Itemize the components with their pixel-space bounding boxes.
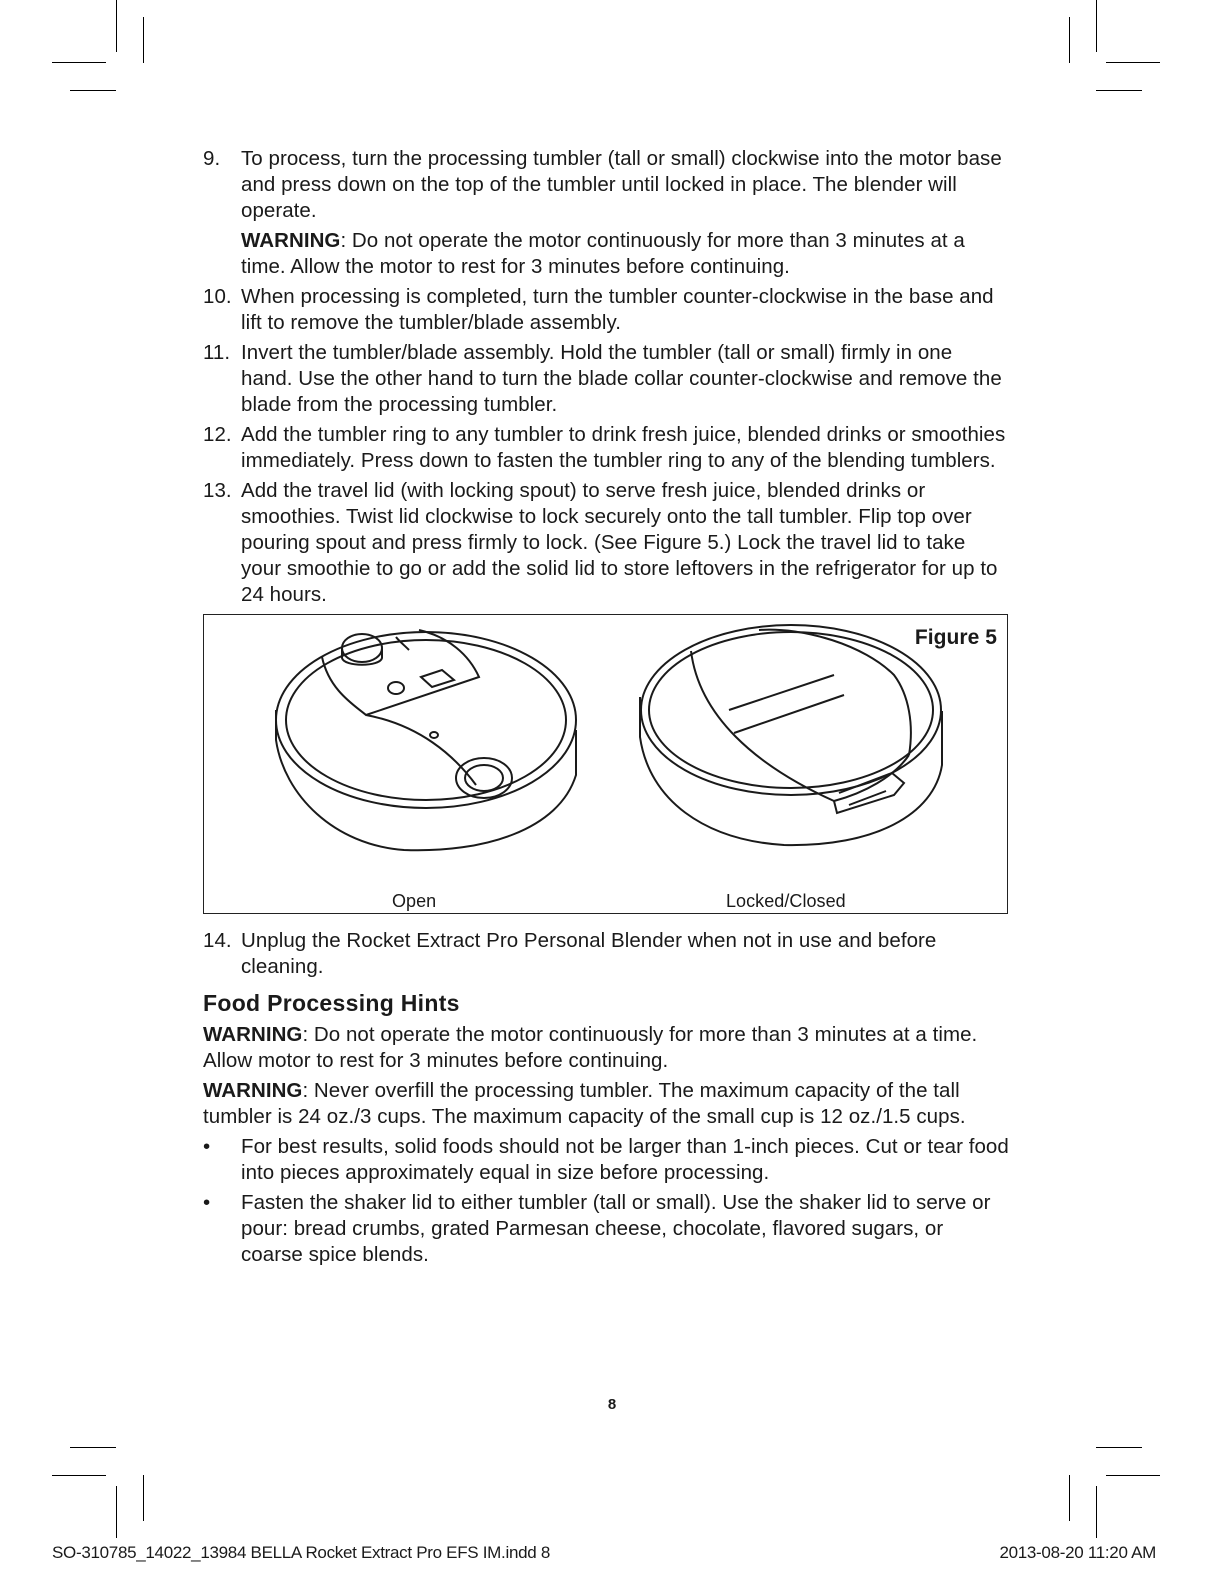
step-11 [203,340,1009,418]
closed-lid-drawing [640,625,942,845]
crop-mark [1106,62,1160,63]
step-text: To process, turn the processing tumbler (tall or small) clockwise into the motor base and press down on the top of the tumbler until locked in place. The blender will operate. [241,147,1002,222]
step-text: Unplug the Rocket Extract Pro Personal Blender when not in use and before cleaning. [241,929,937,978]
crop-mark [1096,90,1142,91]
warning-text: : Do not operate the motor continuously for more than 3 minutes at a time. Allow motor to rest for 3 minutes before continuing. [203,1023,978,1072]
warning-text: : Do not operate the motor continuously for more than 3 minutes at a time. Allow the motor to rest for 3 minutes before continuing. [241,229,965,278]
step-9 [203,146,1009,224]
step-9-warning [241,228,1009,280]
crop-mark [52,1475,106,1476]
crop-mark [1096,0,1097,52]
crop-mark [70,1447,116,1448]
step-number: 13. [203,479,232,502]
crop-mark [1096,1486,1097,1538]
hints-warning-1 [203,1022,1009,1074]
crop-mark [116,0,117,52]
crop-mark [1069,17,1070,63]
list-item [203,1134,1009,1186]
open-lid-drawing [276,630,576,850]
step-10 [203,284,1009,336]
step-text: Add the travel lid (with locking spout) to serve fresh juice, blended drinks or smoothies. Twist lid clockwise to lock securely onto the tall tumbler. Flip top over pouring spout and press firmly to lock. (See Figure 5.) Lock the travel lid to take your smoothie to go or add the solid lid to store leftovers in the refrigerator for up to 24 hours. [241,479,998,606]
bullet-icon: • [203,1135,211,1158]
warning-label: WARNING [241,229,341,252]
page-number: 8 [607,1396,617,1413]
lid-illustration [204,615,1007,913]
warning-text: : Never overfill the processing tumbler. The maximum capacity of the tall tumbler is 24 oz./3 cups. The maximum capacity of the small cup is 12 oz./1.5 cups. [203,1079,966,1128]
bullet-icon: • [203,1191,211,1214]
step-number: 9. [203,147,221,170]
bullet-text: Fasten the shaker lid to either tumbler (tall or small). Use the shaker lid to serve or pour: bread crumbs, grated Parmesan cheese, chocolate, flavored sugars, or coarse spice blends. [241,1191,991,1266]
section-heading: Food Processing Hints [203,990,460,1016]
footer-file-info: SO-310785_14022_13984 BELLA Rocket Extract Pro EFS IM.indd 8 [52,1543,550,1562]
crop-mark [143,17,144,63]
crop-mark [1106,1475,1160,1476]
step-text: When processing is completed, turn the tumbler counter-clockwise in the base and lift to remove the tumbler/blade assembly. [241,285,994,334]
crop-mark [143,1475,144,1521]
warning-label: WARNING [203,1079,303,1102]
list-item [203,1190,1009,1268]
step-text: Add the tumbler ring to any tumbler to drink fresh juice, blended drinks or smoothies immediately. Press down to fasten the tumbler ring to any of the blending tumblers. [241,423,1006,472]
step-number: 10. [203,285,232,308]
step-number: 11. [203,341,231,364]
step-number: 12. [203,423,232,446]
caption-open: Open [392,891,437,911]
footer-timestamp: 2013-08-20 11:20 AM [999,1543,1156,1562]
page-content [203,146,1009,1272]
crop-mark [1069,1475,1070,1521]
crop-mark [52,62,106,63]
hints-warning-2 [203,1078,1009,1130]
crop-mark [70,90,116,91]
step-12 [203,422,1009,474]
figure-5 [203,614,1008,914]
step-text: Invert the tumbler/blade assembly. Hold the tumbler (tall or small) firmly in one hand. Use the other hand to turn the blade collar counter-clockwise and remove the blade from the processing tumbler. [241,341,1002,416]
step-13 [203,478,1009,608]
crop-mark [1096,1447,1142,1448]
figure-title: Figure 5 [914,626,997,649]
warning-label: WARNING [203,1023,303,1046]
step-14 [203,928,1009,980]
step-number: 14. [203,929,232,952]
crop-mark [116,1486,117,1538]
bullet-text: For best results, solid foods should not be larger than 1-inch pieces. Cut or tear food into pieces approximately equal in size before processing. [241,1135,1009,1184]
caption-locked-closed: Locked/Closed [726,891,846,911]
